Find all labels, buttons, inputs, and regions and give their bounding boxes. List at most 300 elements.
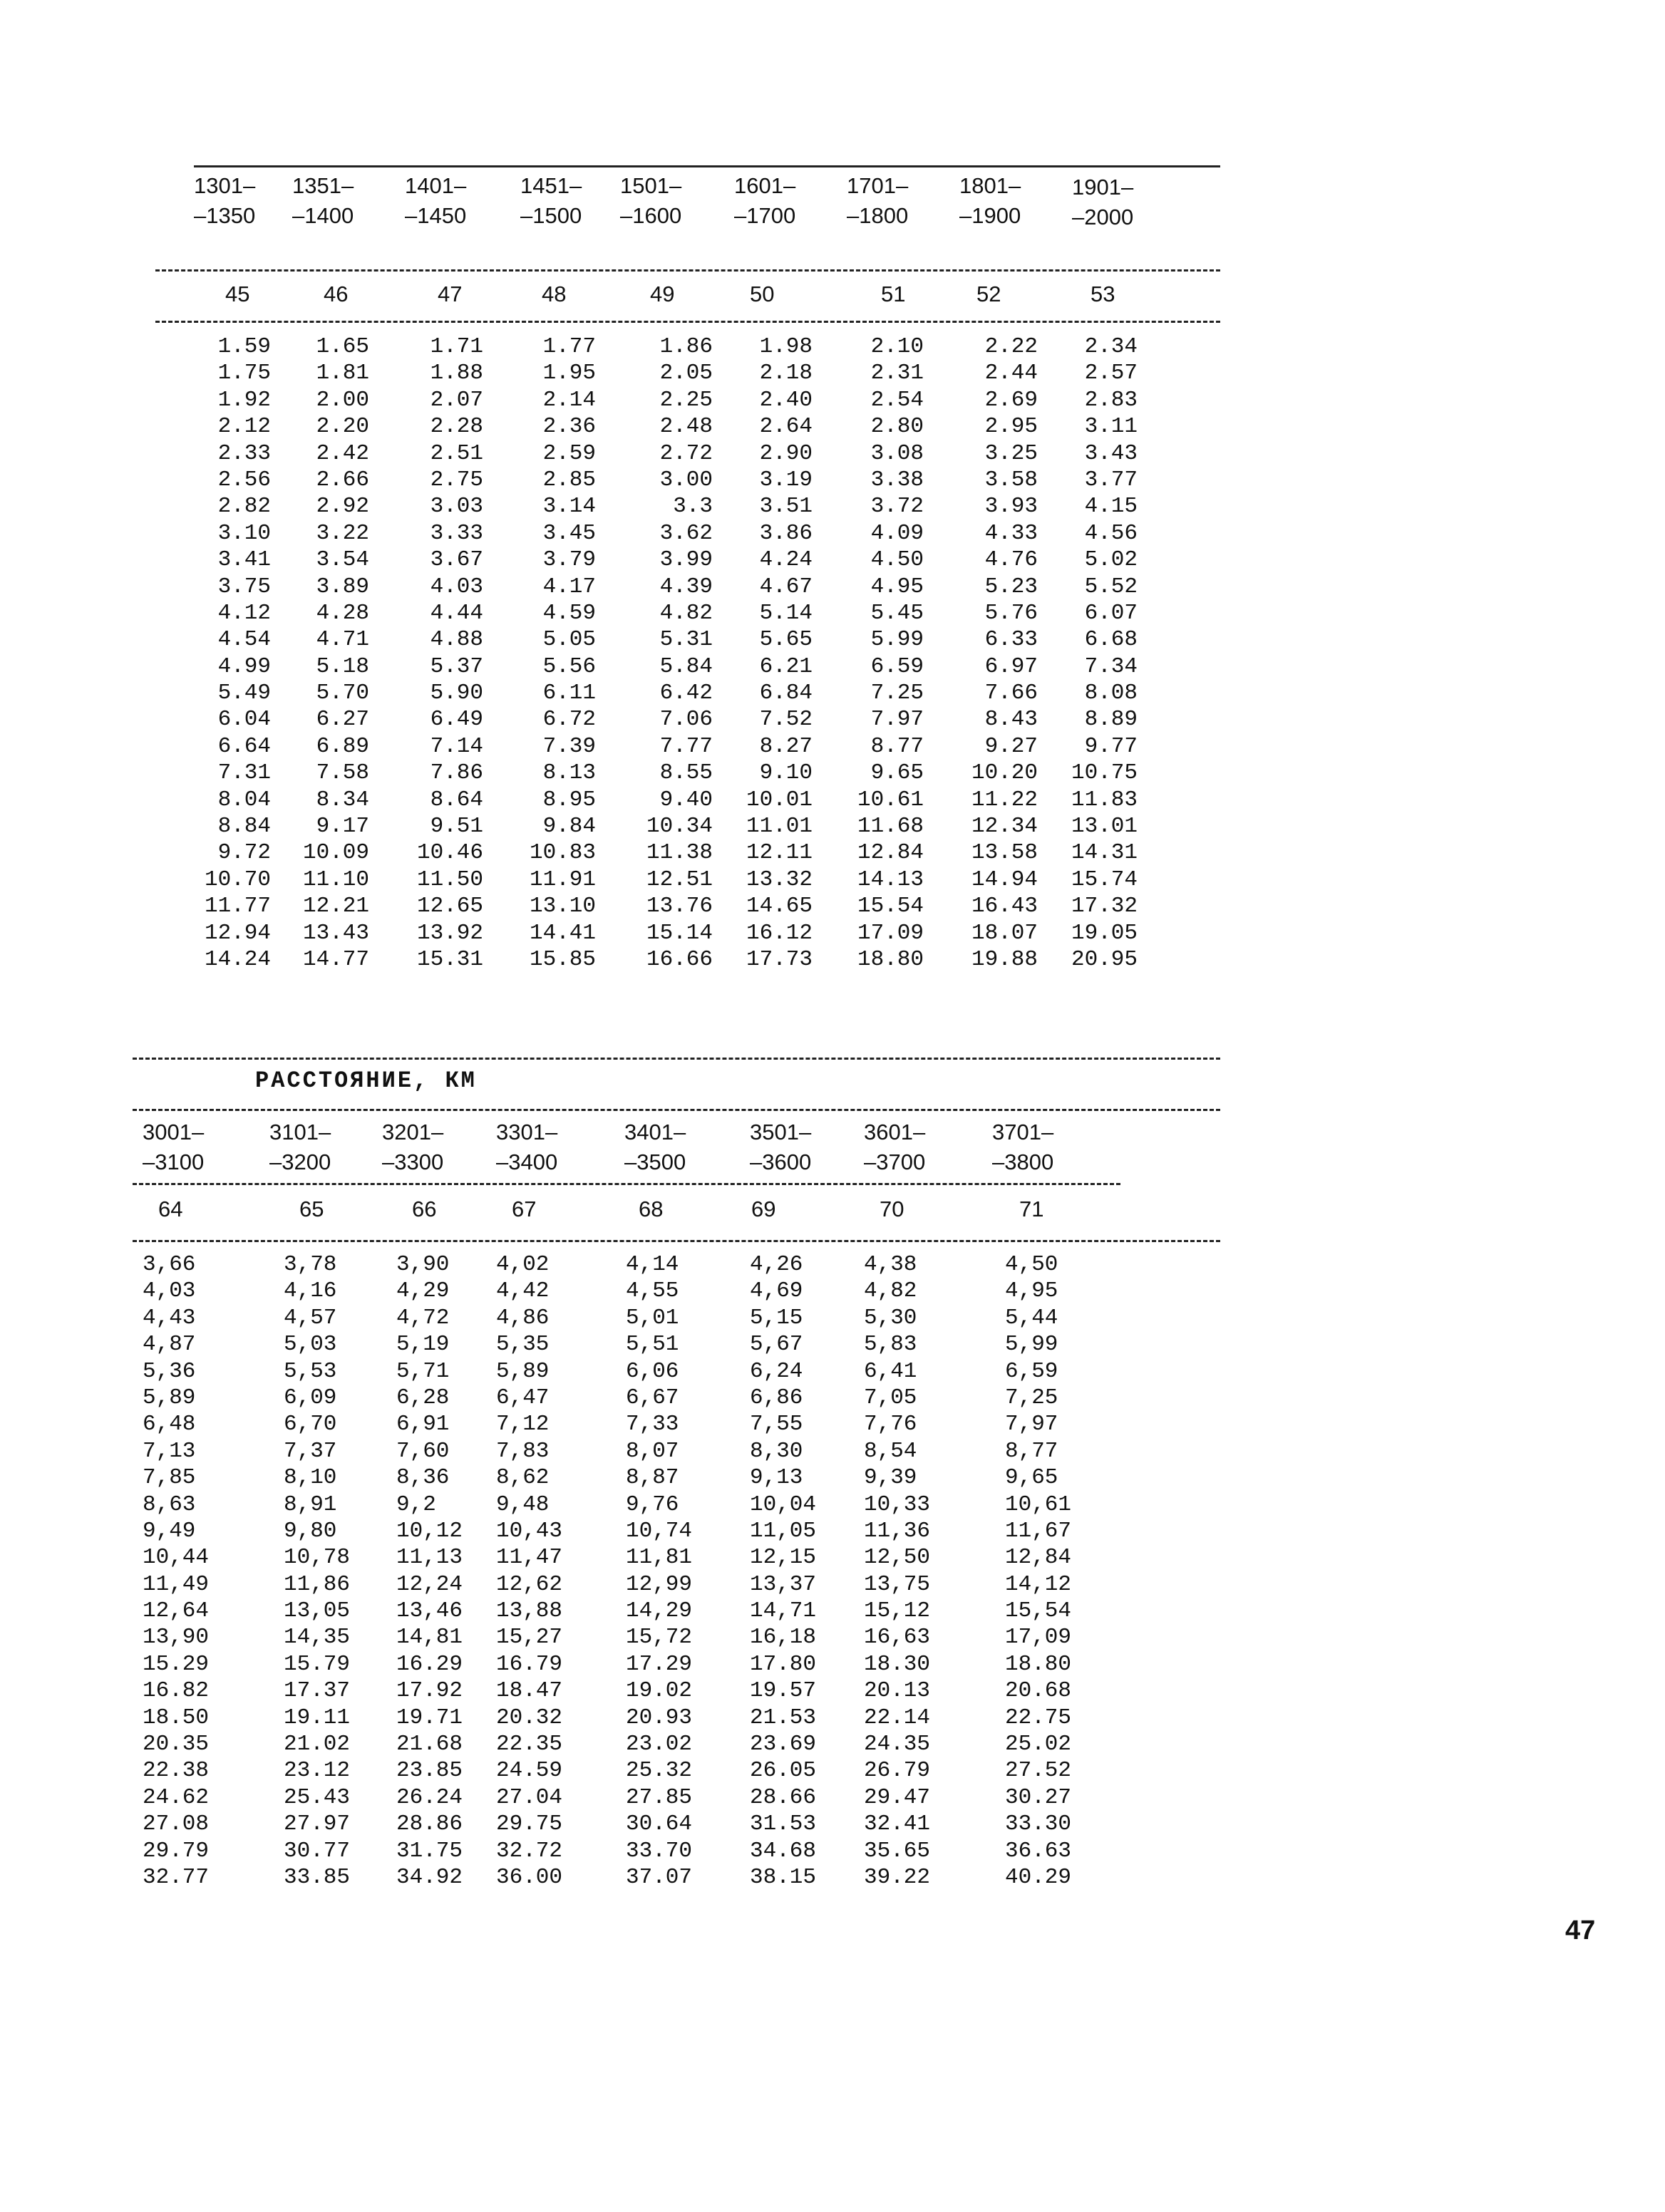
table-cell: 24.59 — [496, 1758, 563, 1784]
table-cell: 8.27 — [759, 733, 813, 759]
table-cell: 5,53 — [284, 1358, 337, 1384]
table-cell: 8.64 — [430, 787, 483, 812]
table-cell: 4.09 — [870, 520, 924, 546]
range-header: 3301– –3400 — [496, 1120, 558, 1174]
table-cell: 5,71 — [396, 1358, 450, 1384]
range-header: 3401– –3500 — [624, 1120, 686, 1174]
table-cell: 1.92 — [217, 387, 271, 413]
table-cell: 7.58 — [316, 760, 369, 786]
column-code: 52 — [976, 281, 1001, 306]
table-cell: 15,54 — [1005, 1598, 1072, 1624]
table-cell: 6.33 — [984, 627, 1038, 653]
table-cell: 8,07 — [626, 1438, 679, 1464]
table-cell: 25.32 — [626, 1758, 693, 1784]
table-cell: 22.75 — [1005, 1705, 1072, 1730]
table-cell: 7,37 — [284, 1438, 337, 1464]
table-cell: 9.40 — [659, 787, 713, 812]
table-cell: 7.31 — [217, 760, 271, 786]
table-cell: 9.10 — [759, 760, 813, 786]
table-cell: 3.77 — [1084, 467, 1138, 492]
table-cell: 7.25 — [870, 681, 924, 706]
table-cell: 10,78 — [284, 1545, 351, 1571]
table-cell: 4,38 — [864, 1252, 917, 1277]
table-cell: 2.57 — [1084, 361, 1138, 386]
table-cell: 10.34 — [646, 814, 713, 839]
table-cell: 3.99 — [659, 547, 713, 573]
table-cell: 10,43 — [496, 1518, 563, 1544]
table-cell: 4,82 — [864, 1278, 917, 1304]
table-cell: 5.02 — [1084, 547, 1138, 573]
table-cell: 18.80 — [1005, 1651, 1072, 1677]
table-cell: 15.31 — [416, 946, 483, 972]
table-cell: 20.32 — [496, 1705, 563, 1730]
table-cell: 22.14 — [864, 1705, 931, 1730]
table-cell: 4.59 — [542, 600, 596, 626]
table-cell: 18.50 — [143, 1705, 210, 1730]
rule — [133, 1109, 1220, 1111]
table-cell: 10.09 — [302, 840, 369, 866]
table-cell: 12,24 — [396, 1571, 463, 1597]
table-cell: 5.49 — [217, 681, 271, 706]
table-cell: 1.77 — [542, 334, 596, 359]
table-cell: 3,66 — [143, 1252, 196, 1277]
table-cell: 3,78 — [284, 1252, 337, 1277]
data-column — [405, 334, 483, 973]
table-cell: 11.68 — [857, 814, 924, 839]
table-cell: 19.88 — [971, 946, 1038, 972]
column-code: 66 — [412, 1197, 437, 1221]
table-cell: 3.3 — [673, 494, 713, 520]
table-cell: 12,64 — [143, 1598, 210, 1624]
table-cell: 6,47 — [496, 1385, 550, 1410]
table-cell: 8,30 — [750, 1438, 803, 1464]
table-cell: 10.75 — [1071, 760, 1138, 786]
table-cell: 6.42 — [659, 681, 713, 706]
table-cell: 2.75 — [430, 467, 483, 492]
table-cell: 5,30 — [864, 1305, 917, 1330]
table-cell: 2.92 — [316, 494, 369, 520]
range-header: 1401– –1450 — [405, 173, 467, 228]
data-column — [517, 334, 596, 973]
table-cell: 8,63 — [143, 1492, 196, 1517]
table-cell: 4.54 — [217, 627, 271, 653]
range-header: 1351– –1400 — [292, 173, 354, 228]
table-cell: 9,65 — [1005, 1465, 1058, 1491]
table-cell: 24.35 — [864, 1732, 931, 1757]
table-cell: 20.13 — [864, 1678, 931, 1704]
table-cell: 5,67 — [750, 1332, 803, 1358]
table-cell: 3.11 — [1084, 414, 1138, 440]
table-cell: 19.57 — [750, 1678, 817, 1704]
table-cell: 2.42 — [316, 440, 369, 466]
table-cell: 4.03 — [430, 574, 483, 599]
table-cell: 2.14 — [542, 387, 596, 413]
table-cell: 25.02 — [1005, 1732, 1072, 1757]
table-cell: 14.31 — [1071, 840, 1138, 866]
table-cell: 2.36 — [542, 414, 596, 440]
column-code: 65 — [299, 1197, 324, 1221]
table-cell: 2.07 — [430, 387, 483, 413]
table-cell: 6.27 — [316, 707, 369, 733]
table-cell: 2.90 — [759, 440, 813, 466]
table-cell: 15,72 — [626, 1625, 693, 1650]
table-cell: 6.72 — [542, 707, 596, 733]
table-cell: 1.95 — [542, 361, 596, 386]
column-code: 48 — [542, 281, 567, 306]
table-cell: 4.56 — [1084, 520, 1138, 546]
table-cell: 8.04 — [217, 787, 271, 812]
table-cell: 11.50 — [416, 867, 483, 892]
table-cell: 6.89 — [316, 733, 369, 759]
table-cell: 6,91 — [396, 1412, 450, 1437]
table-cell: 7,97 — [1005, 1412, 1058, 1437]
table-cell: 19.05 — [1071, 920, 1138, 946]
table-cell: 7,12 — [496, 1412, 550, 1437]
table-cell: 3.41 — [217, 547, 271, 573]
table-cell: 7.77 — [659, 733, 713, 759]
data-column — [143, 1251, 249, 1891]
table-cell: 7,55 — [750, 1412, 803, 1437]
table-cell: 17.37 — [284, 1678, 351, 1704]
table-cell: 12.84 — [857, 840, 924, 866]
rule — [133, 1183, 1120, 1185]
table-cell: 4,03 — [143, 1278, 196, 1304]
table-cell: 11,86 — [284, 1571, 351, 1597]
table-cell: 40.29 — [1005, 1864, 1072, 1890]
table-cell: 4.17 — [542, 574, 596, 599]
table-cell: 31.53 — [750, 1812, 817, 1837]
table-cell: 4.67 — [759, 574, 813, 599]
table-cell: 26.05 — [750, 1758, 817, 1784]
table-cell: 9.65 — [870, 760, 924, 786]
table-cell: 36.00 — [496, 1864, 563, 1890]
table-cell: 7,83 — [496, 1438, 550, 1464]
table-cell: 2.82 — [217, 494, 271, 520]
table-cell: 13.01 — [1071, 814, 1138, 839]
table-cell: 5,35 — [496, 1332, 550, 1358]
table-cell: 8,36 — [396, 1465, 450, 1491]
table-cell: 4.95 — [870, 574, 924, 599]
table-cell: 5.37 — [430, 653, 483, 679]
column-code: 53 — [1091, 281, 1115, 306]
table-cell: 3.10 — [217, 520, 271, 546]
table-cell: 16.82 — [143, 1678, 210, 1704]
table-cell: 6.64 — [217, 733, 271, 759]
table-cell: 1.86 — [659, 334, 713, 359]
table-cell: 13,75 — [864, 1571, 931, 1597]
table-cell: 2.25 — [659, 387, 713, 413]
table-cell: 2.64 — [759, 414, 813, 440]
table-cell: 3.75 — [217, 574, 271, 599]
table-cell: 11.01 — [746, 814, 813, 839]
table-cell: 4,29 — [396, 1278, 450, 1304]
table-cell: 2.59 — [542, 440, 596, 466]
table-cell: 2.10 — [870, 334, 924, 359]
table-cell: 11,47 — [496, 1545, 563, 1571]
table-cell: 9,76 — [626, 1492, 679, 1517]
table-cell: 9.77 — [1084, 733, 1138, 759]
table-cell: 2.33 — [217, 440, 271, 466]
table-cell: 7.86 — [430, 760, 483, 786]
table-cell: 11.22 — [971, 787, 1038, 812]
table-cell: 6.59 — [870, 653, 924, 679]
table-cell: 18.30 — [864, 1651, 931, 1677]
table-cell: 2.85 — [542, 467, 596, 492]
table-cell: 15.85 — [529, 946, 596, 972]
table-cell: 9.17 — [316, 814, 369, 839]
rule — [133, 1240, 1220, 1242]
table-cell: 12,15 — [750, 1545, 817, 1571]
table-cell: 8.13 — [542, 760, 596, 786]
table-cell: 5.90 — [430, 681, 483, 706]
column-code: 51 — [881, 281, 906, 306]
table-cell: 16.12 — [746, 920, 813, 946]
table-cell: 3,90 — [396, 1252, 450, 1277]
table-cell: 20.68 — [1005, 1678, 1072, 1704]
table-cell: 5,36 — [143, 1358, 196, 1384]
table-cell: 13,90 — [143, 1625, 210, 1650]
table-cell: 4,16 — [284, 1278, 337, 1304]
data-column — [959, 334, 1038, 973]
table-cell: 15.74 — [1071, 867, 1138, 892]
table-cell: 8,77 — [1005, 1438, 1058, 1464]
table-cell: 13,88 — [496, 1598, 563, 1624]
data-column — [496, 1251, 603, 1891]
table-cell: 33.30 — [1005, 1812, 1072, 1837]
table-cell: 25.43 — [284, 1784, 351, 1810]
table-cell: 3.43 — [1084, 440, 1138, 466]
table-cell: 7.34 — [1084, 653, 1138, 679]
table-cell: 1.98 — [759, 334, 813, 359]
table-cell: 4,42 — [496, 1278, 550, 1304]
table-cell: 12.21 — [302, 894, 369, 919]
table-cell: 4,69 — [750, 1278, 803, 1304]
table-cell: 5.31 — [659, 627, 713, 653]
table-cell: 3.00 — [659, 467, 713, 492]
data-column — [1005, 1251, 1112, 1891]
table-cell: 26.79 — [864, 1758, 931, 1784]
table-cell: 5.14 — [759, 600, 813, 626]
table-cell: 6,09 — [284, 1385, 337, 1410]
table-cell: 16.79 — [496, 1651, 563, 1677]
table-cell: 9,39 — [864, 1465, 917, 1491]
column-code: 69 — [751, 1197, 776, 1221]
column-code: 71 — [1019, 1197, 1044, 1221]
data-column — [291, 334, 369, 973]
range-header: 1801– –1900 — [959, 173, 1021, 228]
table-cell: 13,05 — [284, 1598, 351, 1624]
table-cell: 23.69 — [750, 1732, 817, 1757]
table-cell: 6.68 — [1084, 627, 1138, 653]
table-cell: 30.77 — [284, 1838, 351, 1864]
table-cell: 12.11 — [746, 840, 813, 866]
table-cell: 3.51 — [759, 494, 813, 520]
table-cell: 8.34 — [316, 787, 369, 812]
table-cell: 1.65 — [316, 334, 369, 359]
table-cell: 7.66 — [984, 681, 1038, 706]
table-cell: 24.62 — [143, 1784, 210, 1810]
table-cell: 36.63 — [1005, 1838, 1072, 1864]
table-cell: 6,48 — [143, 1412, 196, 1437]
table-cell: 2.20 — [316, 414, 369, 440]
table-cell: 27.97 — [284, 1812, 351, 1837]
table-cell: 2.48 — [659, 414, 713, 440]
table-cell: 18.07 — [971, 920, 1038, 946]
column-code: 68 — [639, 1197, 664, 1221]
table-cell: 12,62 — [496, 1571, 563, 1597]
table-cell: 5,89 — [143, 1385, 196, 1410]
table-cell: 9.72 — [217, 840, 271, 866]
table-cell: 10.46 — [416, 840, 483, 866]
table-cell: 28.86 — [396, 1812, 463, 1837]
table-cell: 10,44 — [143, 1545, 210, 1571]
range-header: 1451– –1500 — [520, 173, 582, 228]
data-column — [192, 334, 271, 973]
table-cell: 5.84 — [659, 653, 713, 679]
table-cell: 3.33 — [430, 520, 483, 546]
table-cell: 3.67 — [430, 547, 483, 573]
range-header: 1601– –1700 — [734, 173, 796, 228]
table-cell: 1.75 — [217, 361, 271, 386]
table-cell: 9.27 — [984, 733, 1038, 759]
table-cell: 10.20 — [971, 760, 1038, 786]
table-cell: 11,36 — [864, 1518, 931, 1544]
table-cell: 8.43 — [984, 707, 1038, 733]
data-column — [734, 334, 813, 973]
table-cell: 4,87 — [143, 1332, 196, 1358]
table-cell: 4,57 — [284, 1305, 337, 1330]
table-cell: 20.35 — [143, 1732, 210, 1757]
table-cell: 26.24 — [396, 1784, 463, 1810]
table-cell: 10,74 — [626, 1518, 693, 1544]
table-cell: 14.41 — [529, 920, 596, 946]
table-cell: 6,86 — [750, 1385, 803, 1410]
table-cell: 4.99 — [217, 653, 271, 679]
table-cell: 8.95 — [542, 787, 596, 812]
table-cell: 11,05 — [750, 1518, 817, 1544]
table-cell: 11.91 — [529, 867, 596, 892]
table-cell: 29.79 — [143, 1838, 210, 1864]
table-cell: 3.25 — [984, 440, 1038, 466]
table-cell: 2.05 — [659, 361, 713, 386]
table-cell: 6,41 — [864, 1358, 917, 1384]
table-cell: 13.43 — [302, 920, 369, 946]
table-cell: 7,85 — [143, 1465, 196, 1491]
table-cell: 15.29 — [143, 1651, 210, 1677]
table-cell: 6.84 — [759, 681, 813, 706]
range-header: 1301– –1350 — [194, 173, 256, 228]
table-cell: 22.38 — [143, 1758, 210, 1784]
table-cell: 2.31 — [870, 361, 924, 386]
table-cell: 10.83 — [529, 840, 596, 866]
table-cell: 4,95 — [1005, 1278, 1058, 1304]
table-cell: 5,19 — [396, 1332, 450, 1358]
table-cell: 17.29 — [626, 1651, 693, 1677]
table-cell: 5.18 — [316, 653, 369, 679]
table-cell: 14,35 — [284, 1625, 351, 1650]
column-code: 50 — [750, 281, 775, 306]
table-cell: 6.21 — [759, 653, 813, 679]
table-cell: 9.84 — [542, 814, 596, 839]
table-cell: 16,18 — [750, 1625, 817, 1650]
table-cell: 13.58 — [971, 840, 1038, 866]
table-cell: 5,03 — [284, 1332, 337, 1358]
table-cell: 6,06 — [626, 1358, 679, 1384]
table-cell: 2.69 — [984, 387, 1038, 413]
table-cell: 2.72 — [659, 440, 713, 466]
table-cell: 19.02 — [626, 1678, 693, 1704]
table-cell: 15.54 — [857, 894, 924, 919]
table-cell: 32.41 — [864, 1812, 931, 1837]
column-code: 49 — [650, 281, 675, 306]
table-cell: 17.80 — [750, 1651, 817, 1677]
table-cell: 8,54 — [864, 1438, 917, 1464]
table-cell: 6,67 — [626, 1385, 679, 1410]
table-cell: 19.71 — [396, 1705, 463, 1730]
table-cell: 8.89 — [1084, 707, 1138, 733]
table-cell: 5.52 — [1084, 574, 1138, 599]
table-cell: 2.54 — [870, 387, 924, 413]
data-column — [284, 1251, 391, 1891]
table-cell: 13.10 — [529, 894, 596, 919]
table-cell: 14.77 — [302, 946, 369, 972]
table-cell: 3.19 — [759, 467, 813, 492]
table-cell: 38.15 — [750, 1864, 817, 1890]
table-cell: 2.00 — [316, 387, 369, 413]
table-cell: 10,12 — [396, 1518, 463, 1544]
column-code: 67 — [512, 1197, 537, 1221]
table-cell: 33.70 — [626, 1838, 693, 1864]
table-cell: 14.24 — [204, 946, 271, 972]
table-cell: 27.85 — [626, 1784, 693, 1810]
table-cell: 4.88 — [430, 627, 483, 653]
table-cell: 4.39 — [659, 574, 713, 599]
table-cell: 5,83 — [864, 1332, 917, 1358]
table-cell: 10,04 — [750, 1492, 817, 1517]
table-cell: 8,62 — [496, 1465, 550, 1491]
table-cell: 4,86 — [496, 1305, 550, 1330]
table-cell: 37.07 — [626, 1864, 693, 1890]
table-cell: 3.03 — [430, 494, 483, 520]
table-cell: 16.66 — [646, 946, 713, 972]
table-cell: 12,84 — [1005, 1545, 1072, 1571]
table-cell: 6,70 — [284, 1412, 337, 1437]
table-cell: 17.09 — [857, 920, 924, 946]
table-cell: 13.76 — [646, 894, 713, 919]
table-cell: 1.59 — [217, 334, 271, 359]
table-cell: 3.38 — [870, 467, 924, 492]
table-cell: 1.88 — [430, 361, 483, 386]
table-cell: 2.12 — [217, 414, 271, 440]
table-cell: 2.22 — [984, 334, 1038, 359]
range-header: 1901– –2000 — [1072, 175, 1134, 229]
table-cell: 11.83 — [1071, 787, 1138, 812]
table-cell: 3.72 — [870, 494, 924, 520]
table-cell: 4.82 — [659, 600, 713, 626]
table-cell: 7,25 — [1005, 1385, 1058, 1410]
rule — [194, 165, 1220, 167]
column-code: 70 — [880, 1197, 904, 1221]
table-cell: 10,33 — [864, 1492, 931, 1517]
table-cell: 12.65 — [416, 894, 483, 919]
table-cell: 22.35 — [496, 1732, 563, 1757]
table-cell: 5,89 — [496, 1358, 550, 1384]
table-cell: 4.33 — [984, 520, 1038, 546]
column-code: 64 — [158, 1197, 183, 1221]
table-cell: 9.51 — [430, 814, 483, 839]
table-cell: 7.52 — [759, 707, 813, 733]
table-cell: 10.61 — [857, 787, 924, 812]
